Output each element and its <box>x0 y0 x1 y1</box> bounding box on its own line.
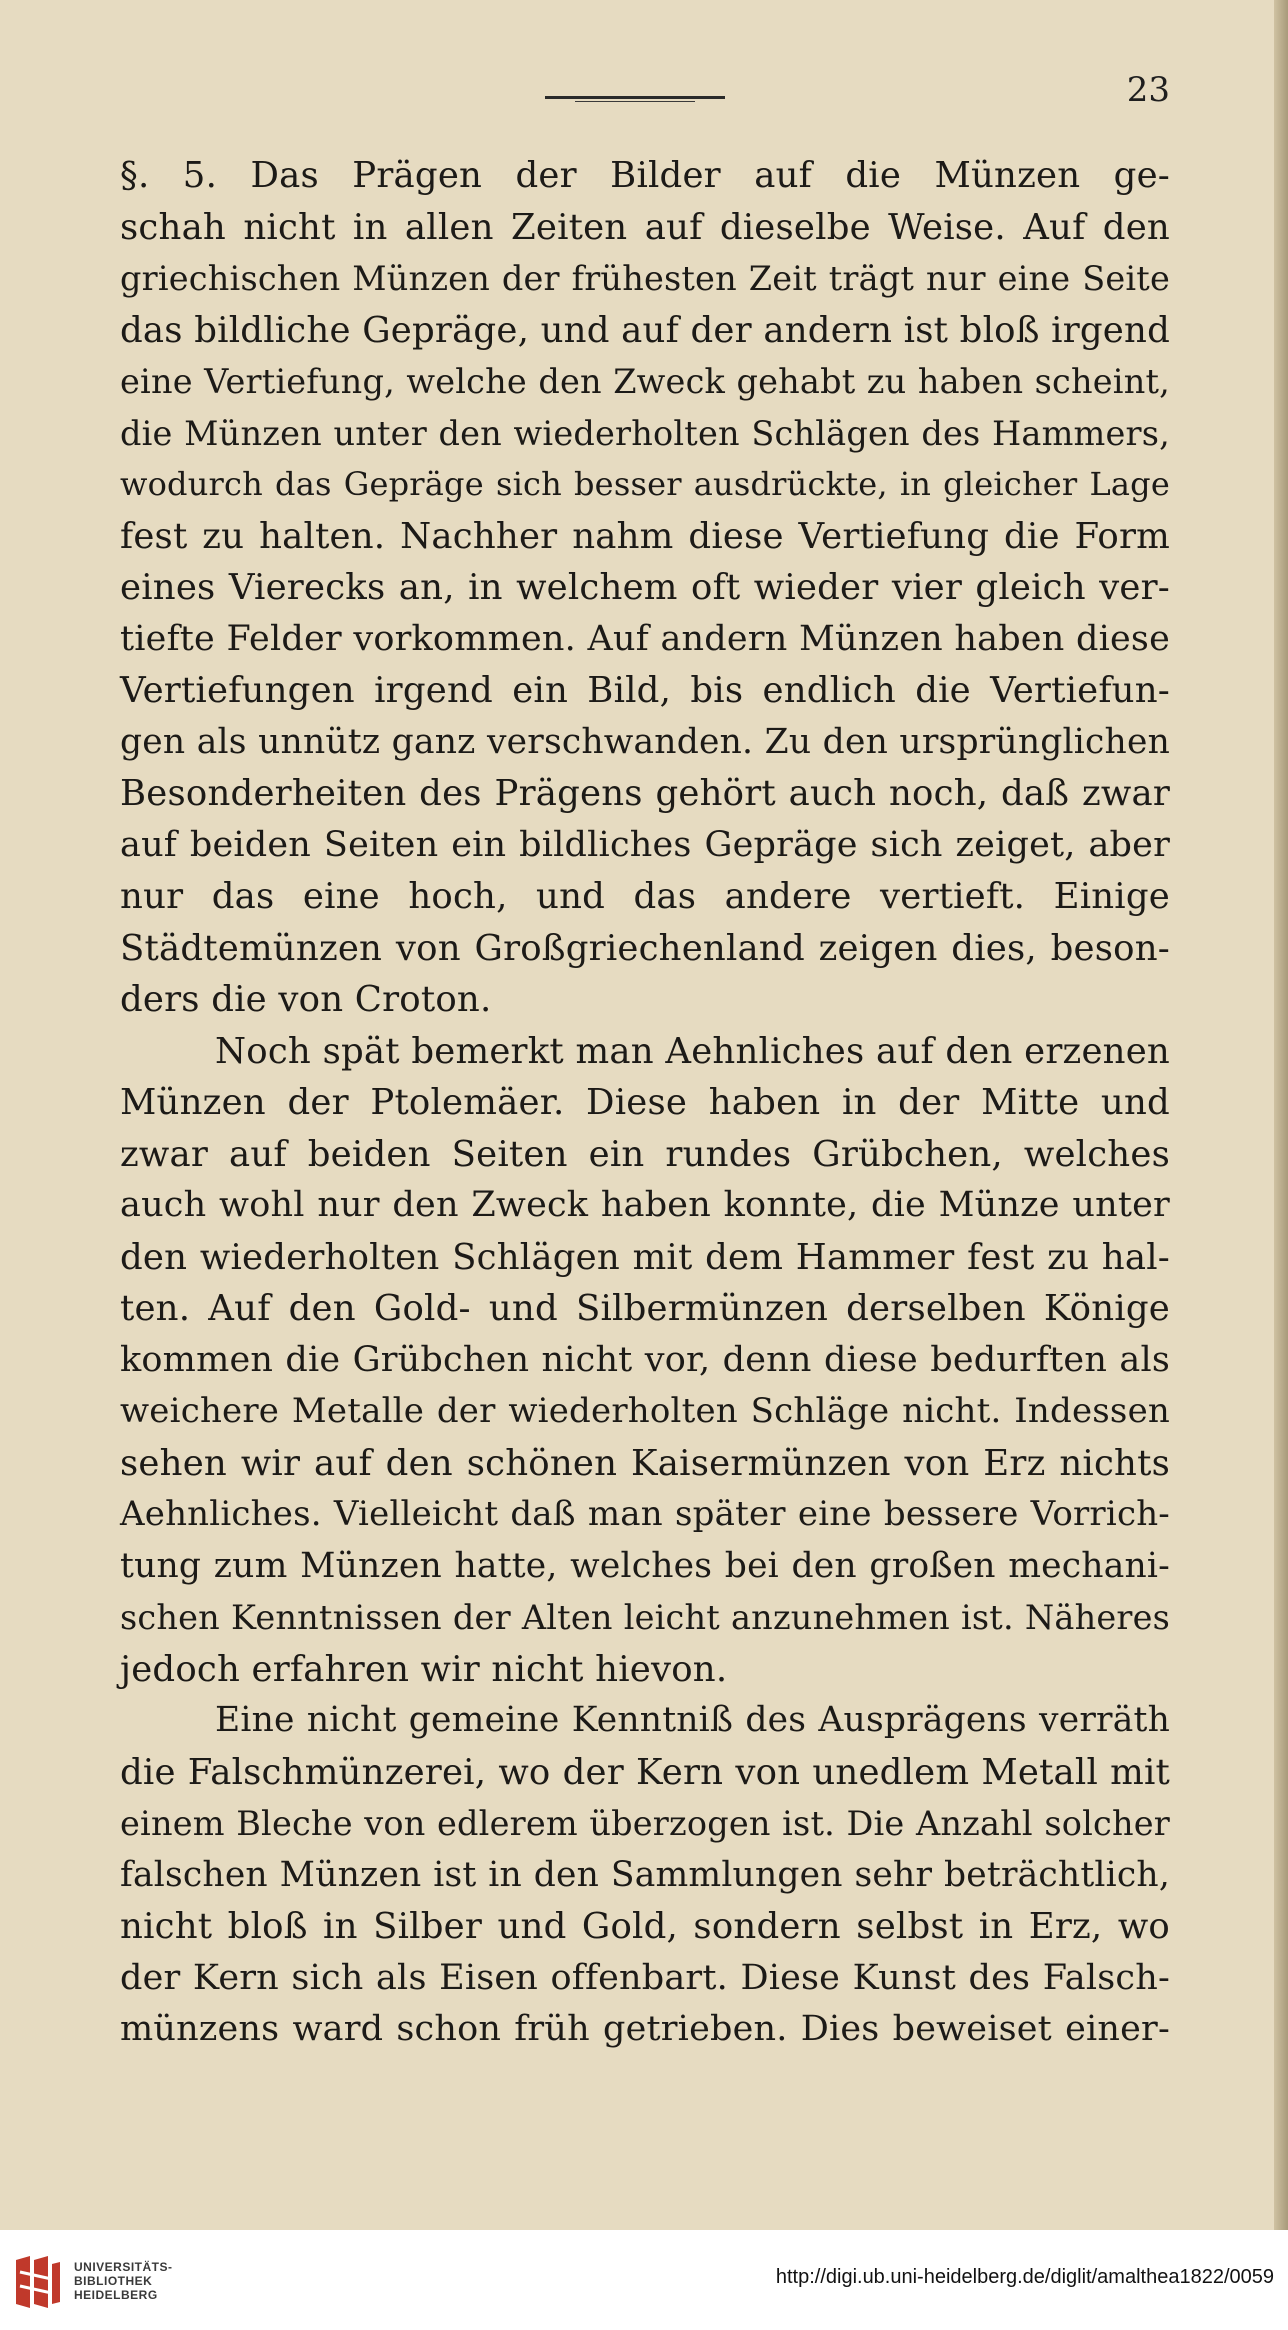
text-line: nicht bloß in Silber und Gold, sondern selbst in Erz, wo <box>120 1906 1170 1947</box>
text-line: der Kern sich als Eisen offenbart. Diese Kunst des Falsch- <box>120 1957 1170 1998</box>
library-name-line: HEIDELBERG <box>74 2288 158 2302</box>
text-line: falschen Münzen ist in den Sammlungen sehr beträchtlich, <box>120 1854 1170 1895</box>
text-line: fest zu halten. Nachher nahm diese Vertiefung die Form <box>120 515 1170 557</box>
text-line: §. 5. Das Prägen der Bilder auf die Münzen ge- <box>120 155 1170 196</box>
text-line: münzens ward schon früh getrieben. Dies beweiset einer- <box>120 2009 1170 2049</box>
text-line: die Falschmünzerei, wo der Kern von unedlem Metall mit <box>120 1751 1170 1793</box>
text-line: die Münzen unter den wiederholten Schlägen des Hammers, <box>120 413 1170 453</box>
text-line: Städtemünzen von Großgriechenland zeigen dies, beson- <box>120 927 1170 969</box>
text-line: eine Vertiefung, welche den Zweck gehabt zu haben scheint, <box>120 362 1170 401</box>
text-line: sehen wir auf den schönen Kaisermünzen von Erz nichts <box>120 1442 1170 1484</box>
text-line: weichere Metalle der wiederholten Schläge nicht. Indessen <box>120 1391 1170 1431</box>
text-line: Münzen der Ptolemäer. Diese haben in der Mitte und <box>120 1082 1170 1123</box>
text-line: Aehnliches. Vielleicht daß man später eine bessere Vorrich- <box>120 1494 1170 1534</box>
text-line: wodurch das Gepräge sich besser ausdrückte, in gleicher Lage <box>120 465 1170 503</box>
text-line: gen als unnütz ganz verschwanden. Zu den ursprünglichen <box>120 721 1170 762</box>
text-line: schen Kenntnissen der Alten leicht anzunehmen ist. Näheres <box>120 1598 1170 1637</box>
source-url-link[interactable]: http://digi.ub.uni-heidelberg.de/diglit/amalthea1822/0059 <box>775 2266 1274 2288</box>
text-line: nur das eine hoch, und das andere vertieft. Einige <box>120 876 1170 917</box>
text-line: einem Bleche von edlerem überzogen ist. Die Anzahl solcher <box>120 1804 1170 1843</box>
text-line: Noch spät bemerkt man Aehnliches auf den erzenen <box>215 1030 1170 1072</box>
text-line: den wiederholten Schlägen mit dem Hammer fest zu hal- <box>120 1236 1170 1278</box>
text-line: auf beiden Seiten ein bildliches Gepräge sich zeiget, aber <box>120 824 1170 865</box>
page-edge-shadow <box>1274 0 1288 2230</box>
library-name-line: BIBLIOTHEK <box>74 2274 153 2288</box>
text-line: das bildliche Gepräge, und auf der andern ist bloß irgend <box>120 309 1170 351</box>
text-line: Besonderheiten des Prägens gehört auch noch, daß zwar <box>120 773 1170 814</box>
text-line: tung zum Münzen hatte, welches bei den großen mechani- <box>120 1545 1170 1586</box>
text-line: griechischen Münzen der frühesten Zeit trägt nur eine Seite <box>120 259 1170 298</box>
text-line: zwar auf beiden Seiten ein rundes Grübchen, welches <box>120 1133 1170 1175</box>
library-name-line: UNIVERSITÄTS- <box>74 2260 173 2274</box>
text-line: kommen die Grübchen nicht vor, denn diese bedurften als <box>120 1339 1170 1380</box>
body-text <box>120 150 1170 2056</box>
text-line: auch wohl nur den Zweck haben konnte, die Münze unter <box>120 1185 1170 1225</box>
library-name <box>74 2260 173 2302</box>
text-line: jedoch erfahren wir nicht hievon. <box>120 1648 728 1690</box>
text-line: eines Vierecks an, in welchem oft wieder vier gleich ver- <box>120 567 1170 608</box>
text-line: schah nicht in allen Zeiten auf dieselbe Weise. Auf den <box>120 206 1170 248</box>
text-line: tiefte Felder vorkommen. Auf andern Münzen haben diese <box>120 618 1170 659</box>
text-line: ders die von Croton. <box>120 979 492 1020</box>
text-line: Eine nicht gemeine Kenntniß des Ausprägens verräth <box>215 1700 1170 1740</box>
header-rule <box>545 96 725 99</box>
text-line: ten. Auf den Gold- und Silbermünzen derselben Könige <box>120 1288 1170 1329</box>
text-line: Vertiefungen irgend ein Bild, bis endlich die Vertiefun- <box>120 670 1170 711</box>
page-number: 23 <box>1126 70 1170 110</box>
footer-bar <box>0 2230 1288 2330</box>
university-library-logo-icon <box>12 2252 64 2312</box>
